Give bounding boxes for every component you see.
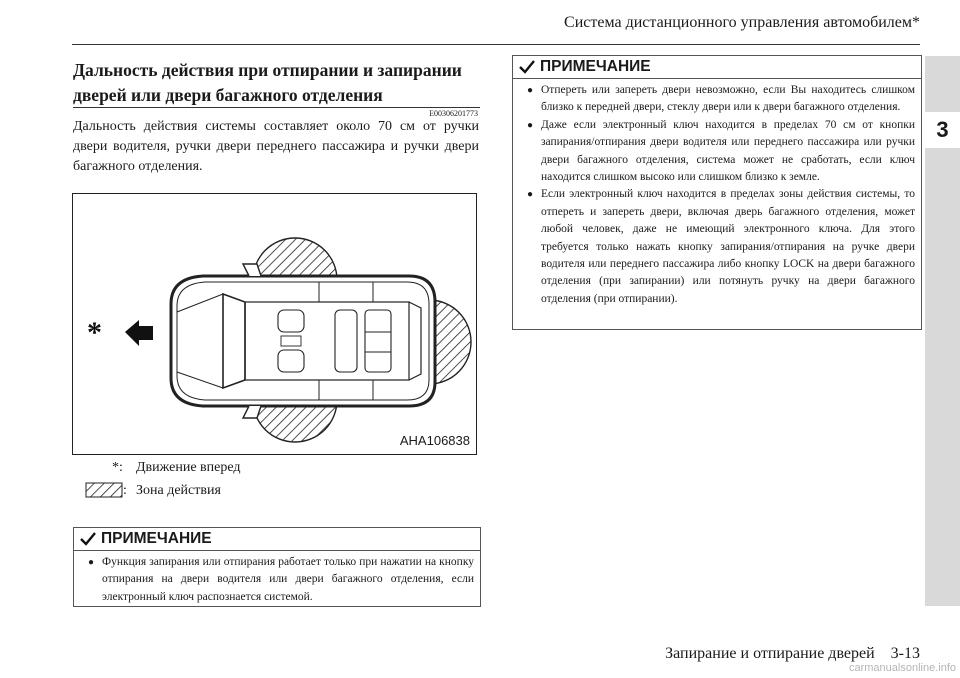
note-heading-text: ПРИМЕЧАНИЕ xyxy=(540,58,651,75)
legend-range-label: Зона действия xyxy=(136,483,221,498)
legend-hatch-symbol: : xyxy=(123,483,127,498)
legend-star-symbol: *: xyxy=(112,460,123,475)
note-left-item: ● Функция запирания или отпирания работает только при нажатии на кнопку отпирания на двери водителя или двери багажного отделения, если электронный ключ распознается системой. xyxy=(102,554,474,606)
note-heading-text: ПРИМЕЧАНИЕ xyxy=(101,530,212,547)
checkmark-icon xyxy=(519,60,535,74)
running-header: Система дистанционного управления автомобилем* xyxy=(564,14,920,31)
note-box-left xyxy=(73,527,481,607)
note-right-item: ● Даже если электронный ключ находится в пределах 70 см от кнопки запирания/отпирания двери водителя или переднего пассажира или ручки двери багажного отделения, система может не сработать, если ключ находится слишком высоко или слишком близко к земле. xyxy=(541,117,915,187)
watermark: carmanualsonline.info xyxy=(848,662,956,674)
section-code: E00306201773 xyxy=(429,109,478,118)
page-footer: Запирание и отпирание дверей 3-13 xyxy=(665,645,920,662)
vehicle-range-figure xyxy=(72,193,477,455)
section-rule xyxy=(73,107,480,108)
forward-star-marker: * xyxy=(87,316,102,349)
note-box-right xyxy=(512,55,922,330)
legend-hatch-swatch xyxy=(85,482,127,503)
vehicle-top-view-diagram xyxy=(73,194,475,453)
chapter-number: 3 xyxy=(936,117,949,142)
figure-code: AHA106838 xyxy=(399,433,470,448)
car-body xyxy=(171,264,435,418)
checkmark-icon xyxy=(80,532,96,546)
note-heading-left xyxy=(74,528,480,551)
note-right-item: ● Если электронный ключ находится в пределах зоны действия системы, то отпереть и запереть двери, включая дверь багажного отделения, может любой человек, даже не имеющий электронного ключа. Для этого требуется только нажать кнопку запирания/отпирания на ручке двери водителя или переднего пассажира либо кнопку LOCK на двери багажного отделения (при запирании) или потянуть ручку на двери багажного отделения (при отпирании). xyxy=(541,186,915,308)
header-rule xyxy=(72,44,920,45)
note-right-item: ● Отпереть или запереть двери невозможно, если Вы находитесь слишком близко к передней двери, стеклу двери или к двери багажного отделения. xyxy=(541,82,915,117)
legend-forward-label: Движение вперед xyxy=(136,460,241,475)
section-body: Дальность действия системы составляет около 70 см от ручки двери водителя, ручки двери переднего пассажира и ручки двери багажного отделения. xyxy=(73,119,479,174)
forward-arrow-icon xyxy=(125,320,153,346)
note-heading-right xyxy=(513,56,921,79)
section-title: Дальность действия при отпирании и запирании дверей или двери багажного отделения xyxy=(73,60,462,105)
